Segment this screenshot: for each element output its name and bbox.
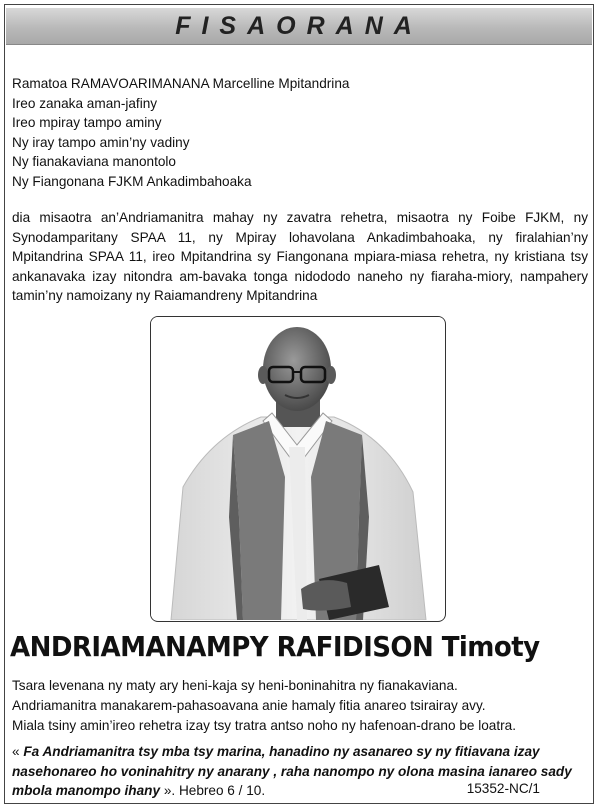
thanks-paragraph: dia misaotra an’Andriamanitra mahay ny zavatra rehetra, misaotra ny Foibe FJKM, ny Synodamparitany SPAA 11, ny Mpiray lohavolana Ankadimbahoaka, ny firalahian’ny Mpitandrina SPAA 11, ireo Mpitandrina sy Fiangonana mpiara-miasa rehetra, ny kristiana tsy ankanavaka izay nitondra am-bavaka tonga nidododo naneho ny fiaraha-miory, nampahery tamin’ny namoizany ny Raiamandreny Mpitandrina: [12, 210, 588, 304]
header-title: FISAORANA: [175, 12, 423, 40]
family-line: Ny fianakaviana manontolo: [12, 154, 176, 169]
quote-reference: Hebreo 6 / 10.: [175, 783, 266, 798]
note-line: Andriamanitra manakarem-pahasoavana anie hamaly fitia anareo tsirairay avy.: [12, 698, 486, 713]
deceased-name: ANDRIAMANAMPY RAFIDISON Timoty: [10, 630, 540, 663]
note-line: Miala tsiny amin’ireo rehetra izay tsy tratra antso noho ny hafenoan-drano be loatra.: [12, 718, 516, 733]
note-line: Tsara levenana ny maty ary heni-kaja sy heni-boninahitra ny fianakaviana.: [12, 678, 458, 693]
family-line: Ireo zanaka aman-jafiny: [12, 95, 158, 111]
header-banner: [6, 8, 592, 45]
family-line: Ramatoa RAMAVOARIMANANA Marcelline Mpitandrina: [12, 76, 350, 91]
closing-notes: [12, 676, 516, 736]
quote-text: Fa Andriamanitra tsy mba tsy marina, hanadino ny asanareo sy ny fitiavana izay nasehonareo ho voninahitry ny anarany , raha nanompo ny olona masina ianareo sady mbola manompo ihany: [12, 744, 572, 798]
portrait-photo: [150, 316, 446, 622]
family-line: Ny iray tampo amin’ny vadiny: [12, 134, 190, 150]
quote-close-mark: ».: [160, 783, 176, 798]
family-list: [12, 74, 349, 191]
family-line: Ireo mpiray tampo aminy: [12, 115, 162, 130]
family-line: Ny Fiangonana FJKM Ankadimbahoaka: [12, 173, 252, 189]
portrait-illustration: [151, 317, 444, 620]
ad-code: 15352-NC/1: [466, 781, 540, 796]
quote-open-mark: «: [12, 744, 24, 759]
